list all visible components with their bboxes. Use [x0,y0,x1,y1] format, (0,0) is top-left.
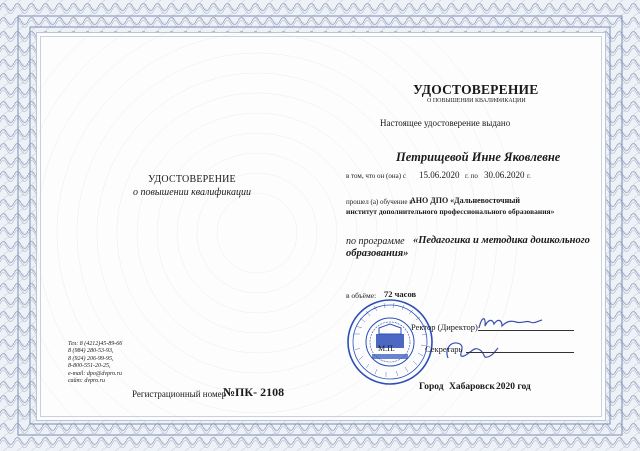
date-to-suffix: г. [527,172,531,180]
right-subtitle: О ПОВЫШЕНИИ КВАЛИФИКАЦИИ [427,98,526,104]
org-line-2: институт дополнительного профессионального образования» [346,207,555,216]
issued-text: Настоящее удостоверение выдано [380,118,511,128]
volume-prefix: в объёме: [346,291,377,300]
secretary-label: Секретарь [425,344,463,354]
volume-value: 72 часов [384,289,417,299]
contact-line: e-mail: dpo@dvpro.ru [68,370,122,377]
date-from-suffix: г. по [465,172,478,180]
rector-line [478,330,574,331]
period-prefix: в том, что он (она) с [346,172,406,180]
rector-label: Ректор (Директор) [411,322,478,332]
contact-line: 8-800-551-20-25, [68,363,111,370]
left-title: УДОСТОВЕРЕНИЕ [148,174,236,185]
contact-line: сайт: dvpro.ru [68,378,105,385]
contact-line: Тел: 8 (4212)45-89-66 [68,341,123,347]
date-from: 15.06.2020 [419,170,460,180]
right-title: УДОСТОВЕРЕНИЕ [413,82,539,97]
contact-line: 8 (984) 280-53-93, [68,348,114,355]
program-prefix: по программе [346,236,405,247]
city-label: Город [419,382,444,392]
contact-line: 8 (924) 206-99-95, [68,355,114,362]
city-name: Хабаровск [449,382,495,392]
contact-block [68,341,122,385]
org-line-1: АНО ДПО «Дальневосточный [410,196,521,205]
recipient-name: Петрищевой Инне Яковлевне [396,150,561,164]
left-subtitle: о повышении квалификации [133,187,251,198]
program-line-2: образования» [346,248,409,259]
mp-label: М.П. [378,344,395,353]
training-prefix: прошел (а) обучение в [346,198,413,206]
official-seal [346,298,434,386]
year: 2020 год [496,382,531,392]
secretary-line [466,352,574,353]
reg-number: №ПК- 2108 [223,385,285,399]
date-to: 30.06.2020 [484,170,525,180]
reg-label: Регистрационный номер [132,389,227,399]
program-line-1: «Педагогика и методика дошкольного [413,235,590,246]
